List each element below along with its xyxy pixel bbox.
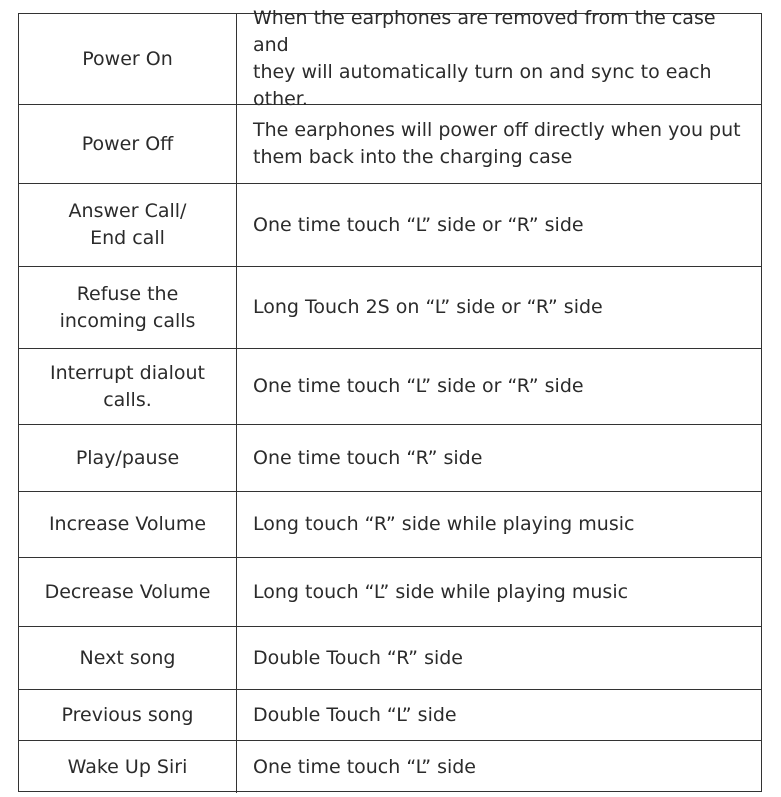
description-cell: Long touch “R” side while playing music	[253, 513, 635, 535]
table-row	[19, 690, 761, 741]
table-row	[19, 267, 761, 349]
description-cell: One time touch “L” side or “R” side	[253, 213, 584, 236]
description-cell: One time touch “R” side	[253, 446, 483, 469]
description-cell: One time touch “L” side or “R” side	[253, 375, 584, 397]
action-cell: Previous song	[19, 690, 237, 740]
table-row	[19, 492, 761, 558]
action-cell: Interrupt dialout calls.	[19, 349, 237, 424]
table-row	[19, 425, 761, 492]
table-row	[19, 349, 761, 425]
description-cell: Long Touch 2S on “L” side or “R” side	[253, 296, 603, 318]
description-cell: When the earphones are removed from the case and they will automatically turn on and sync to each other.	[253, 7, 716, 110]
description-cell: Double Touch “R” side	[253, 646, 463, 669]
description-cell: The earphones will power off directly when you put them back into the charging case	[253, 119, 741, 168]
action-cell: Next song	[19, 627, 237, 689]
table-row	[19, 7, 761, 110]
action-cell: Answer Call/ End call	[19, 184, 237, 266]
description-cell: One time touch “L” side	[253, 755, 476, 778]
action-cell: Wake Up Siri	[19, 741, 237, 793]
table-row	[19, 105, 761, 184]
earphone-controls-table	[18, 7, 762, 792]
action-cell: Power Off	[19, 105, 237, 183]
table-row	[19, 627, 761, 690]
table-row	[19, 741, 761, 793]
action-cell: Decrease Volume	[19, 558, 237, 626]
description-cell: Double Touch “L” side	[253, 703, 457, 726]
description-cell: Long touch “L” side while playing music	[253, 580, 629, 603]
action-cell: Refuse the incoming calls	[19, 267, 237, 348]
action-cell: Power On	[19, 14, 237, 104]
table-row	[19, 558, 761, 627]
table-row	[19, 184, 761, 267]
action-cell: Play/pause	[19, 425, 237, 491]
action-cell: Increase Volume	[19, 492, 237, 557]
